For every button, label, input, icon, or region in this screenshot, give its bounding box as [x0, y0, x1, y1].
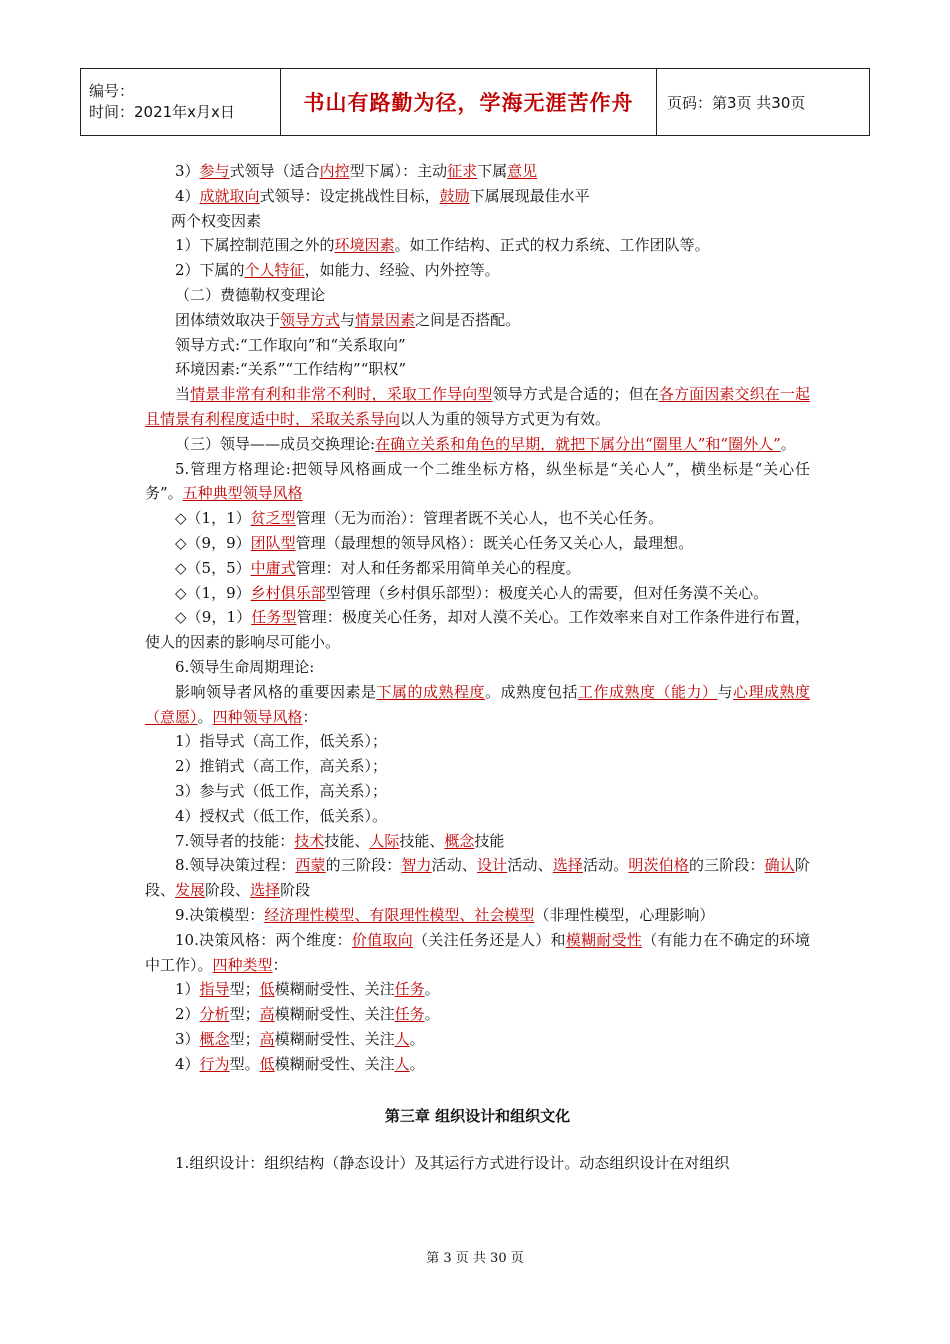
section-heading: （二）费德勒权变理论 [175, 285, 326, 304]
paragraph: 5.管理方格理论:把领导风格画成一个二维坐标方格，纵坐标是“关心人”，横坐标是“关心任务”。五种典型领导风格 [145, 459, 810, 503]
text-line: 9.决策模型：经济理性模型、有限理性模型、社会模型（非理性模型，心理影响） [175, 905, 715, 924]
list-item: 1）指导式（高工作，低关系）； [175, 732, 388, 751]
text-line: 1.组织设计：组织结构（静态设计）及其运行方式进行设计。动态组织设计在对组织 [175, 1154, 730, 1173]
list-item: 3）参与式（低工作，高关系）； [175, 781, 388, 800]
paragraph: 当情景非常有利和非常不利时，采取工作导向型领导方式是合适的；但在各方面因素交织在一起且情景有利程度适中时，采取关系导向以人为重的领导方式更为有效。 [145, 385, 810, 428]
list-item: ◇（9，1）任务型管理：极度关心任务，却对人漠不关心。工作效率来自对工作条件进行布置，使人的因素的影响尽可能小。 [145, 608, 810, 652]
paragraph: 8.领导决策过程：西蒙的三阶段：智力活动、设计活动、选择活动。明茨伯格的三阶段：确认阶段、发展阶段、选择阶段 [145, 856, 810, 900]
list-item: 2）推销式（高工作，高关系）； [175, 757, 388, 776]
paragraph: 10.决策风格：两个维度：价值取向（关注任务还是人）和模糊耐受性（有能力在不确定的环境中工作）。四种类型： [145, 930, 810, 974]
paragraph: 影响领导者风格的重要因素是下属的成熟程度。成熟度包括工作成熟度（能力）与心理成熟度（意愿）。四种领导风格： [145, 682, 810, 726]
list-item: ◇（5，5）中庸式管理：对人和任务都采用简单关心的程度。 [175, 558, 581, 577]
list-item: 4）授权式（低工作，低关系）。 [175, 806, 388, 825]
paragraph: （三）领导——成员交换理论:在确立关系和角色的早期，就把下属分出“圈里人”和“圈外人”。 [175, 434, 796, 453]
text-line: 1）下属控制范围之外的环境因素。如工作结构、正式的权力系统、工作团队等。 [175, 236, 710, 255]
text-line: 团体绩效取决于领导方式与情景因素之间是否搭配。 [175, 310, 521, 329]
header-page-number: 页码：第3页 共30页 [667, 93, 806, 112]
list-item: 1）指导型；低模糊耐受性、关注任务。 [175, 980, 440, 999]
list-item: ◇（1，1）贫乏型管理（无为而治）：管理者既不关心人，也不关心任务。 [175, 509, 664, 528]
document-body [145, 159, 810, 1176]
header-motto: 书山有路勤为径，学海无涯苦作舟 [303, 91, 634, 115]
text-line: 环境因素:“关系”“工作结构”“职权” [175, 360, 407, 379]
header-page-cell [657, 69, 869, 135]
document-time-label: 时间：2021年x月x日 [89, 103, 235, 121]
chapter-title: 第三章 组织设计和组织文化 [384, 1107, 571, 1126]
list-item: ◇（9，9）团队型管理（最理想的领导风格）：既关心任务又关心人，最理想。 [175, 533, 694, 552]
section-heading: 6.领导生命周期理论: [175, 657, 315, 676]
text-line: 3）参与式领导（适合内控型下属）：主动征求下属意见 [175, 162, 538, 180]
document-number-label: 编号： [89, 82, 135, 100]
page-footer: 第 3 页 共 30 页 [426, 1251, 524, 1266]
text-line: 领导方式:“工作取向”和“关系取向” [175, 335, 406, 354]
header-motto-cell [281, 69, 657, 135]
header-left-cell [81, 69, 281, 135]
text-line: 7.领导者的技能：技术技能、人际技能、概念技能 [175, 831, 505, 850]
text-line: 2）下属的个人特征，如能力、经验、内外控等。 [175, 261, 500, 280]
list-item: ◇（1，9）乡村俱乐部型管理（乡村俱乐部型）：极度关心人的需要，但对任务漠不关心。 [175, 583, 769, 602]
list-item: 4）行为型。低模糊耐受性、关注人。 [175, 1054, 425, 1073]
list-item: 3）概念型；高模糊耐受性、关注人。 [175, 1029, 425, 1048]
page-header [80, 68, 870, 136]
text-line: 4）成就取向式领导：设定挑战性目标，鼓励下属展现最佳水平 [175, 186, 590, 205]
text-line: 两个权变因素 [171, 211, 262, 230]
list-item: 2）分析型；高模糊耐受性、关注任务。 [175, 1005, 440, 1024]
